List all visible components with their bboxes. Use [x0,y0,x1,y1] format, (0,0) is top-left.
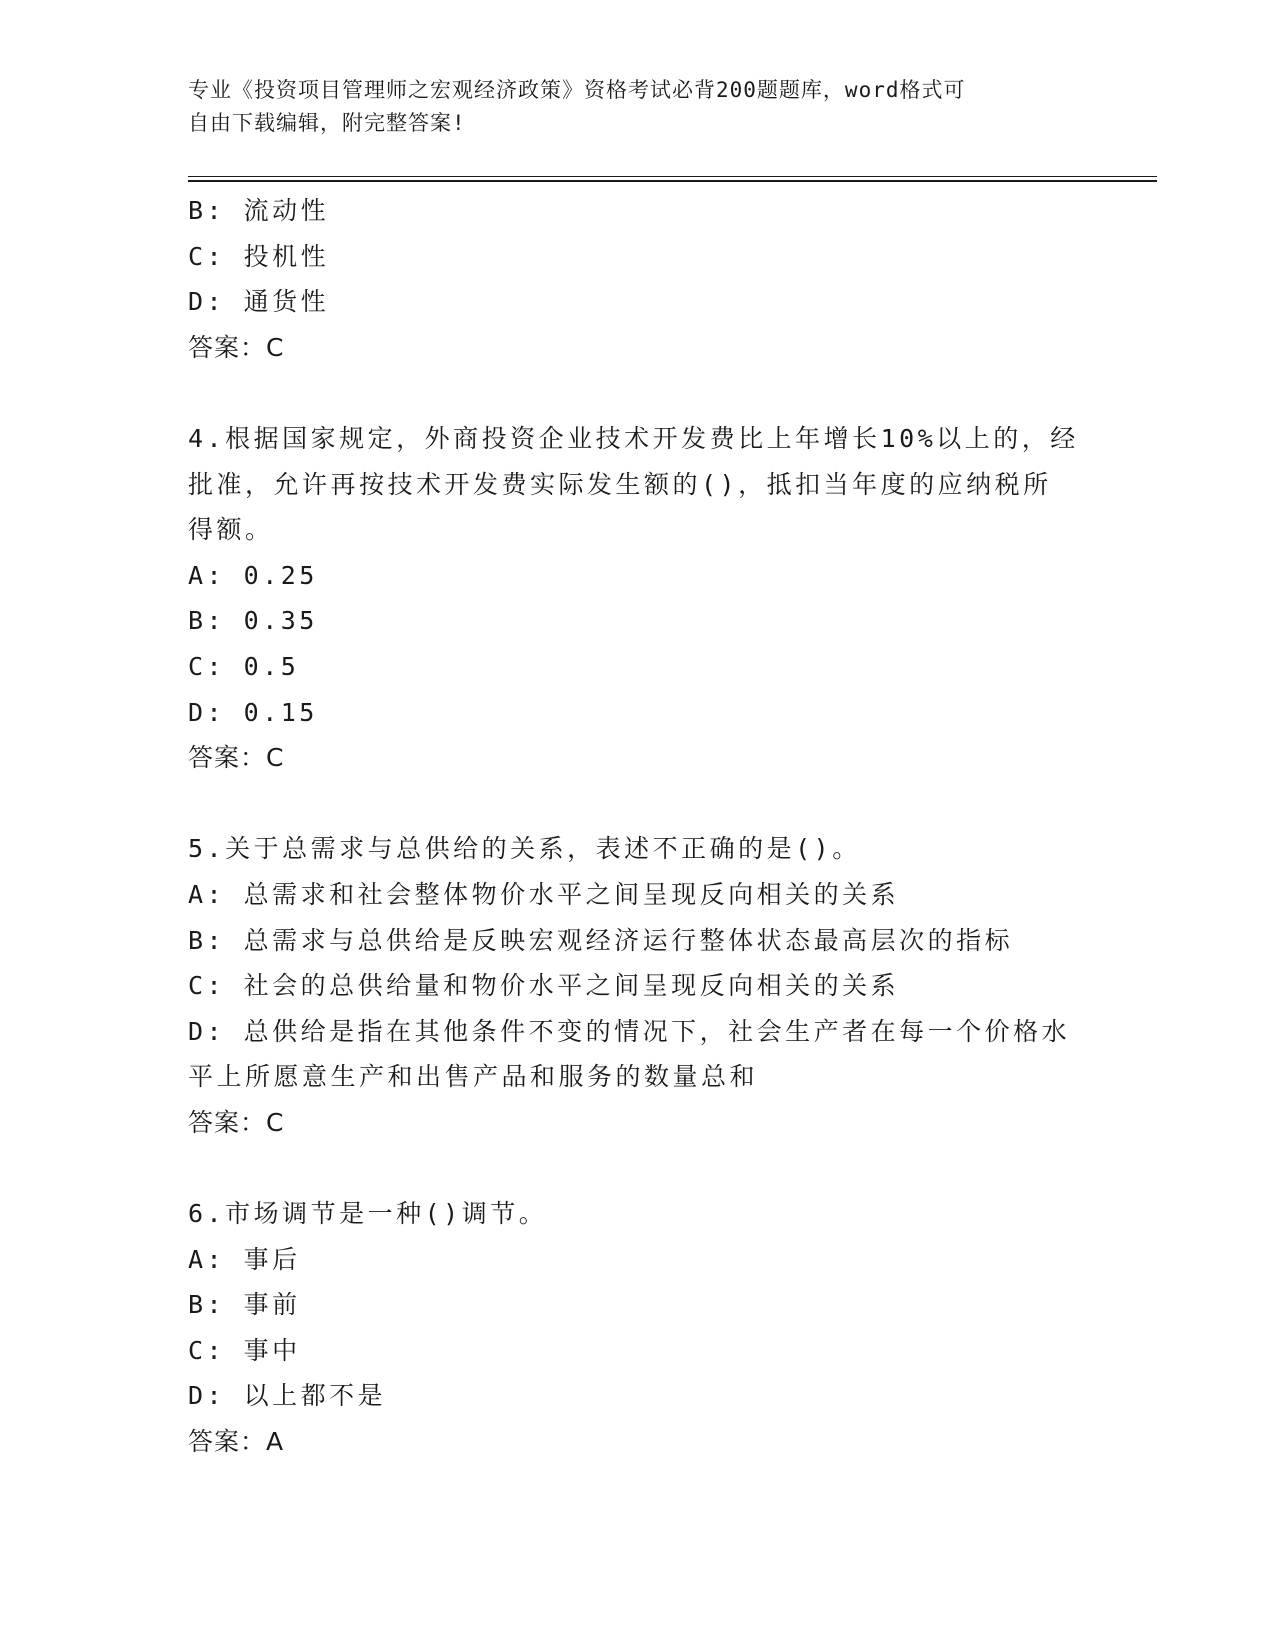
option-c: C: 事中 [188,1335,301,1365]
question-block-5 [188,826,1088,1145]
answer-label: 答案： [188,743,267,773]
header-title-line-1: 专业《投资项目管理师之宏观经济政策》资格考试必背200题题库，word格式可 [188,78,966,102]
question-stem-line: 5.关于总需求与总供给的关系，表述不正确的是()。 [188,834,861,864]
option-b: B: 0.35 [188,606,318,636]
question-stem-line: 批准，允许再按技术开发费实际发生额的()，抵扣当年度的应纳税所 [188,469,1052,499]
answer-value: C [266,1107,285,1137]
option-a: A: 总需求和社会整体物价水平之间呈现反向相关的关系 [188,879,900,909]
header-title-line-2: 自由下载编辑，附完整答案! [188,111,466,135]
option-d-continued: 平上所愿意生产和出售产品和服务的数量总和 [188,1062,759,1092]
option-b: B: 事前 [188,1290,301,1320]
question-stem-line: 6.市场调节是一种()调节。 [188,1199,548,1229]
option-c: C: 社会的总供给量和物价水平之间呈现反向相关的关系 [188,971,900,1001]
question-block-6 [188,1191,1088,1465]
spacer [188,1145,1088,1191]
answer-value: C [266,332,285,362]
answer-value: C [266,743,285,773]
option-d: D: 通货性 [188,287,330,317]
document-header [188,74,1088,140]
question-list [188,188,1088,1465]
spacer [188,781,1088,827]
option-c: C: 0.5 [188,651,300,681]
header-divider-thin [188,176,1157,177]
answer-label: 答案： [188,332,267,362]
option-d: D: 总供给是指在其他条件不变的情况下，社会生产者在每一个价格水 [188,1016,1071,1046]
answer-value: A [266,1427,285,1457]
option-b: B: 流动性 [188,196,330,225]
question-block-4 [188,416,1088,781]
question-block-partial [188,188,1088,370]
question-stem-line: 4.根据国家规定，外商投资企业技术开发费比上年增长10%以上的，经 [188,423,1079,453]
option-b: B: 总需求与总供给是反映宏观经济运行整体状态最高层次的指标 [188,925,1014,955]
answer-line [188,1419,1088,1465]
answer-line [188,1100,1088,1146]
question-stem-line: 得额。 [188,515,274,545]
header-divider-thick [188,180,1157,182]
option-d: D: 以上都不是 [188,1381,387,1411]
answer-line [188,325,1088,371]
answer-label: 答案： [188,1107,267,1137]
spacer [188,370,1088,416]
option-a: A: 事后 [188,1244,301,1274]
answer-line [188,735,1088,781]
option-d: D: 0.15 [188,697,318,727]
option-c: C: 投机性 [188,241,330,271]
answer-label: 答案： [188,1427,267,1457]
option-a: A: 0.25 [188,560,318,590]
